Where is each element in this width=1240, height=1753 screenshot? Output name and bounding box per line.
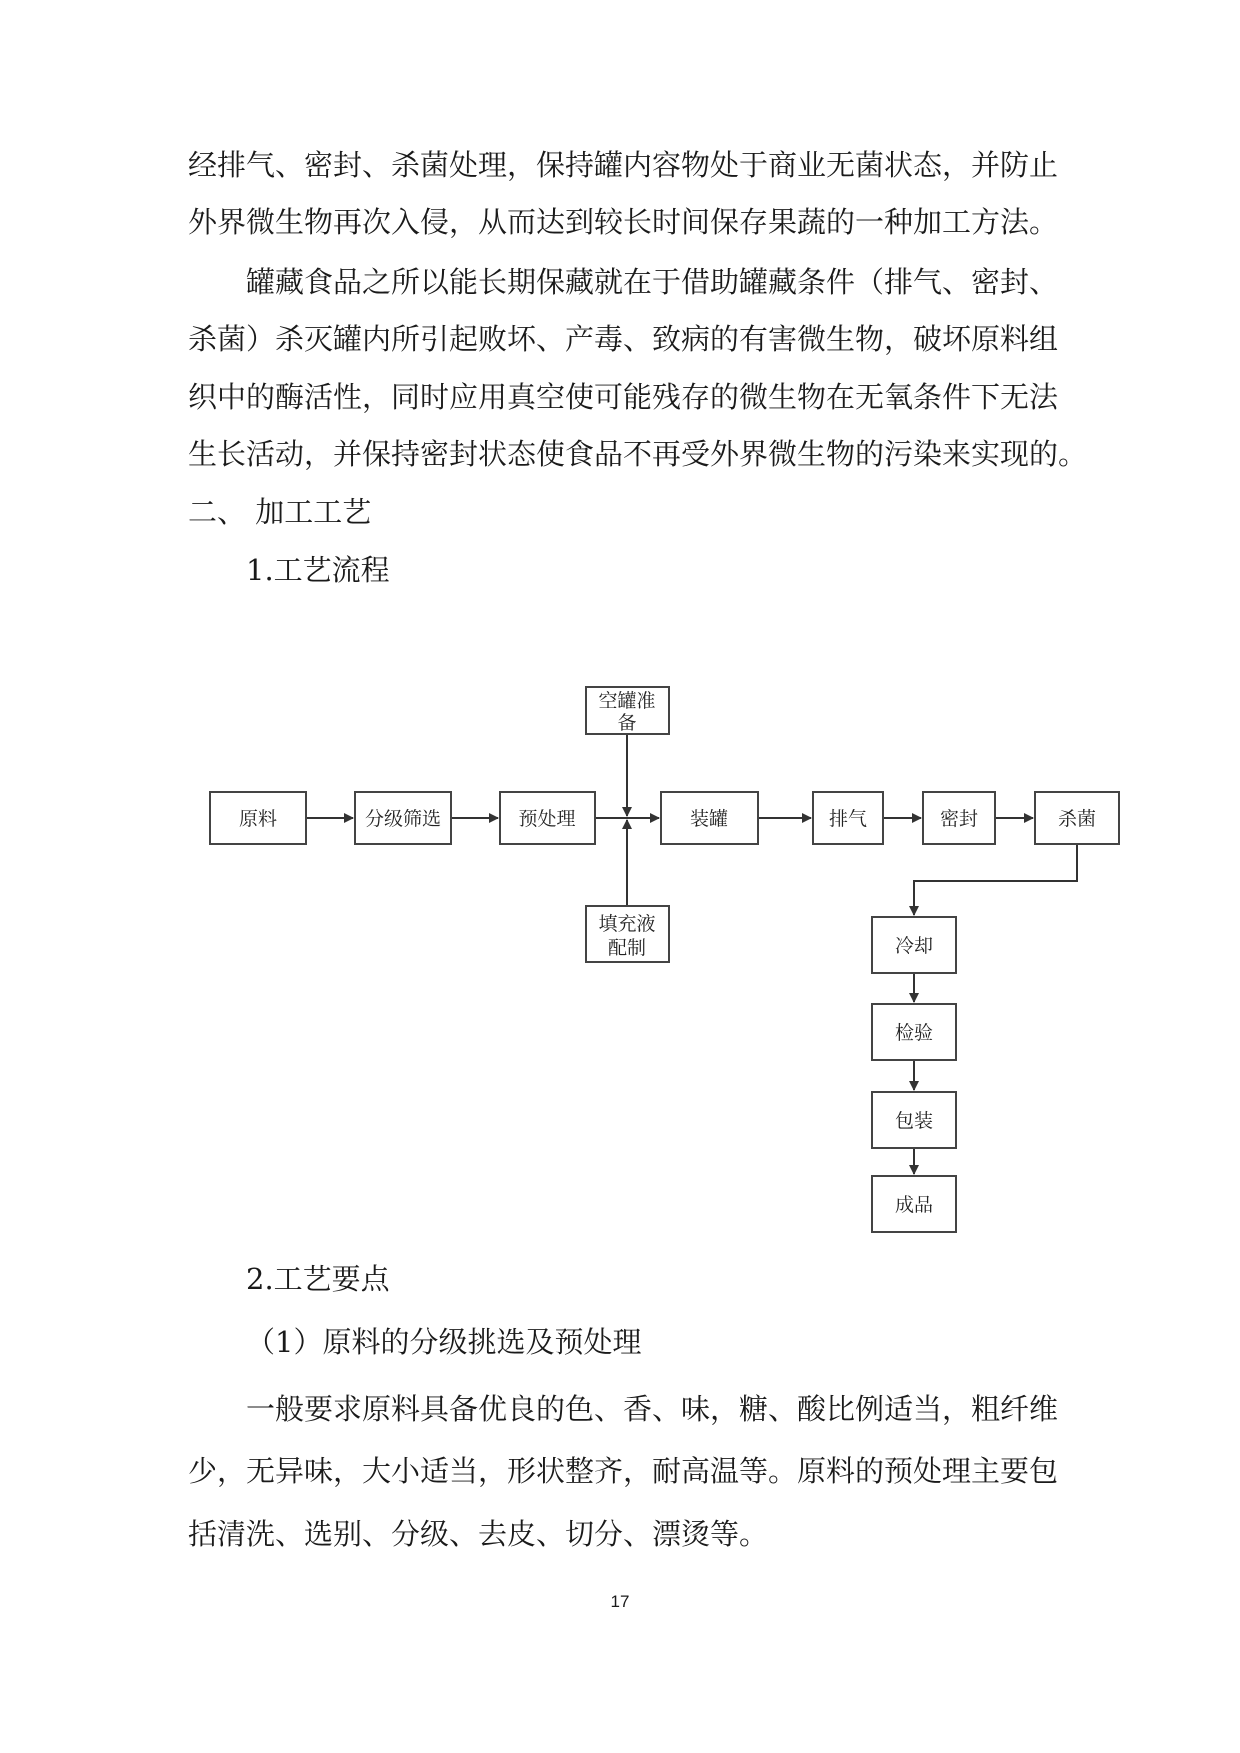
node-pretreatment	[500, 792, 595, 844]
node-raw-material	[210, 792, 306, 844]
paragraph2-line4: 生长活动，并保持密封状态使食品不再受外界微生物的污染来实现的。	[188, 437, 1088, 471]
paragraph3-line1: 一般要求原料具备优良的色、香、味，糖、酸比例适当，粗纤维	[246, 1392, 1059, 1426]
paragraph1-line2: 外界微生物再次入侵，从而达到较长时间保存果蔬的一种加工方法。	[188, 205, 1059, 239]
svg-text:填充液: 填充液	[598, 913, 656, 935]
svg-text:空罐准: 空罐准	[598, 690, 656, 712]
page-number: 17	[610, 1592, 630, 1611]
svg-text:包装: 包装	[894, 1110, 934, 1132]
svg-text:冷却: 冷却	[894, 935, 934, 957]
section2-heading: 二、 加工工艺	[188, 495, 372, 529]
svg-text:备: 备	[617, 712, 637, 734]
svg-text:配制: 配制	[607, 937, 647, 959]
node-filling-liquid-preparation	[586, 906, 669, 962]
edge-sterilize-cooling	[914, 844, 1077, 915]
node-sterilize	[1035, 792, 1119, 844]
paragraph3-line3: 括清洗、选别、分级、去皮、切分、漂烫等。	[188, 1517, 769, 1551]
node-grading	[355, 792, 451, 844]
process-flow-heading: 1.工艺流程	[246, 553, 390, 587]
paragraph2-line3: 织中的酶活性，同时应用真空使可能残存的微生物在无氧条件下无法	[188, 380, 1059, 414]
svg-text:密封: 密封	[939, 808, 979, 830]
svg-text:原料: 原料	[238, 808, 278, 830]
node-exhaust	[813, 792, 883, 844]
paragraph1-line1: 经排气、密封、杀菌处理，保持罐内容物处于商业无菌状态，并防止	[188, 148, 1059, 182]
node-packaging	[872, 1092, 956, 1148]
svg-text:装罐: 装罐	[689, 808, 729, 830]
svg-text:杀菌: 杀菌	[1057, 808, 1097, 830]
paragraph2-line2: 杀菌）杀灭罐内所引起败坏、产毒、致病的有害微生物，破坏原料组	[188, 322, 1059, 356]
key-points-heading: 2.工艺要点	[246, 1262, 390, 1296]
svg-text:检验: 检验	[894, 1022, 934, 1044]
paragraph3-line2: 少，无异味，大小适当，形状整齐，耐高温等。原料的预处理主要包	[188, 1454, 1059, 1488]
node-canning	[661, 792, 758, 844]
node-empty-can-preparation	[586, 687, 669, 734]
node-cooling	[872, 917, 956, 973]
svg-text:预处理: 预处理	[518, 808, 576, 830]
svg-text:排气: 排气	[828, 808, 868, 830]
node-finished-product	[872, 1176, 956, 1232]
node-seal	[923, 792, 995, 844]
svg-text:分级筛选: 分级筛选	[364, 808, 442, 830]
raw-material-heading: （1）原料的分级挑选及预处理	[246, 1325, 642, 1359]
svg-text:成品: 成品	[894, 1194, 934, 1216]
paragraph2-line1: 罐藏食品之所以能长期保藏就在于借助罐藏条件（排气、密封、	[246, 265, 1059, 299]
node-inspection	[872, 1004, 956, 1060]
